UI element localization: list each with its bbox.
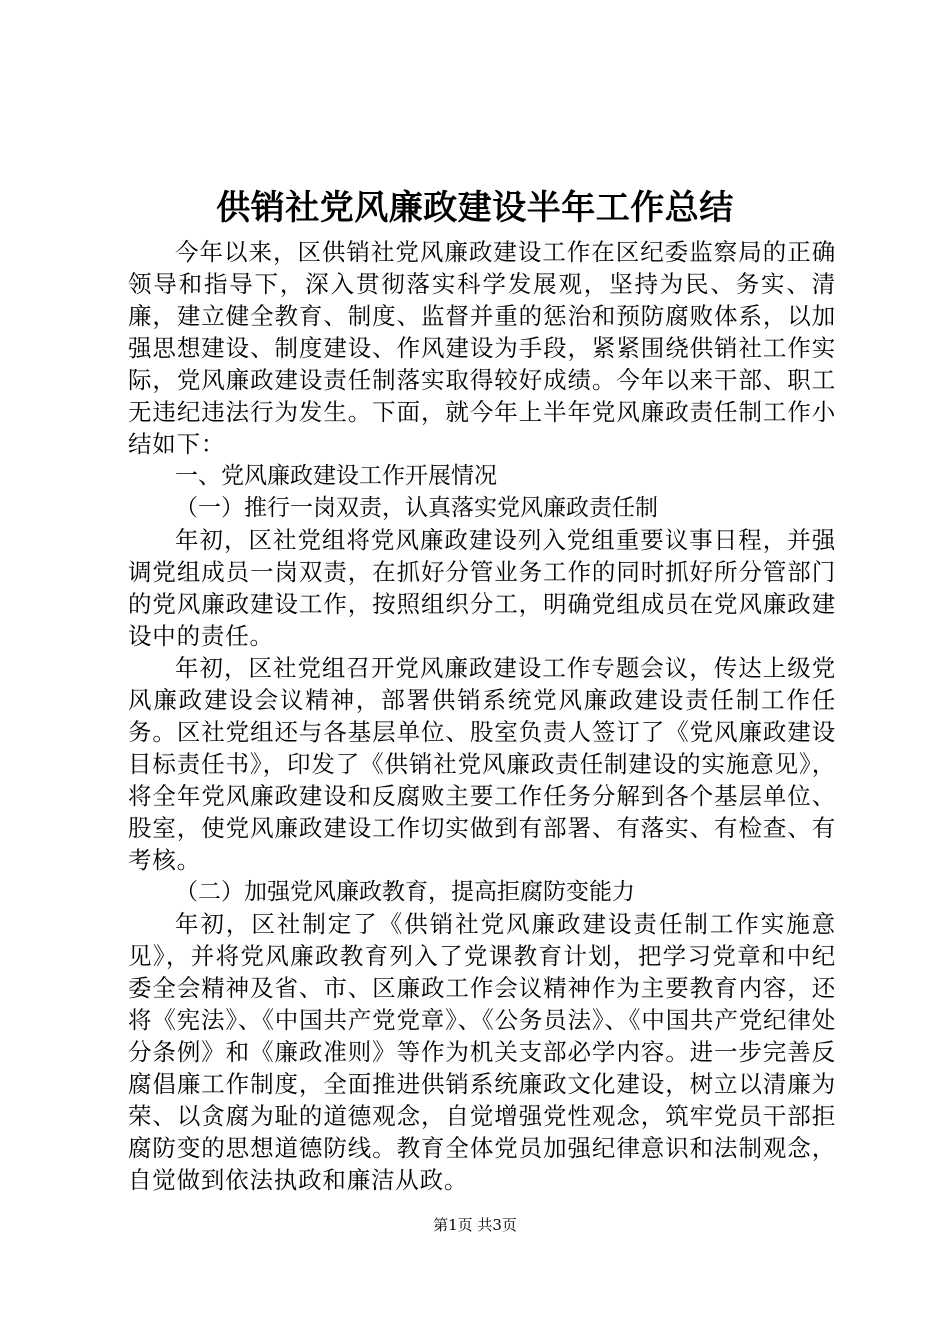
subsection-2-paragraph-1: 年初，区社制定了《供销社党风廉政建设责任制工作实施意见》，并将党风廉政教育列入了党课教育计划，把学习党章和中纪委全会精神及省、市、区廉政工作会议精神作为主要教育内容，还将《宪法》、《中国共产党党章》、《公务员法》、《中国共产党纪律处分条例》和《廉政准则》等作为机关支部必学内容。进一步完善反腐倡廉工作制度，全面推进供销系统廉政文化建设，树立以清廉为荣、以贪腐为耻的道德观念，自觉增强党性观念，筑牢党员干部拒腐防变的思想道德防线。教育全体党员加强纪律意识和法制观念，自觉做到依法执政和廉洁从政。 [128,910,836,1194]
subsection-1-heading: （一）推行一岗双责，认真落实党风廉政责任制 [175,495,658,521]
intro-paragraph: 今年以来，区供销社党风廉政建设工作在区纪委监察局的正确领导和指导下，深入贯彻落实科学发展观，坚持为民、务实、清廉，建立健全教育、制度、监督并重的惩治和预防腐败体系，以加强思想建设、制度建设、作风建设为手段，紧紧围绕供销社工作实际，党风廉政建设责任制落实取得较好成绩。今年以来干部、职工无违纪违法行为发生。下面，就今年上半年党风廉政责任制工作小结如下： [128,238,836,458]
document-title: 供销社党风廉政建设半年工作总结 [216,188,734,228]
section-1-heading: 一、党风廉政建设工作开展情况 [175,463,497,489]
subsection-1-paragraph-1: 年初，区社党组将党风廉政建设列入党组重要议事日程，并强调党组成员一岗双责，在抓好分管业务工作的同时抓好所分管部门的党风廉政建设工作，按照组织分工，明确党组成员在党风廉政建设中的责任。 [128,526,836,650]
subsection-2-heading: （二）加强党风廉政教育，提高拒腐防变能力 [175,879,635,905]
page-number-footer: 第1页 共3页 [433,1216,517,1234]
subsection-1-paragraph-2: 年初，区社党组召开党风廉政建设工作专题会议，传达上级党风廉政建设会议精神，部署供销系统党风廉政建设责任制工作任务。区社党组还与各基层单位、股室负责人签订了《党风廉政建设目标责任书》，印发了《供销社党风廉政责任制建设的实施意见》，将全年党风廉政建设和反腐败主要工作任务分解到各个基层单位、股室，使党风廉政建设工作切实做到有部署、有落实、有检查、有考核。 [128,654,836,874]
document-body [128,236,836,1196]
